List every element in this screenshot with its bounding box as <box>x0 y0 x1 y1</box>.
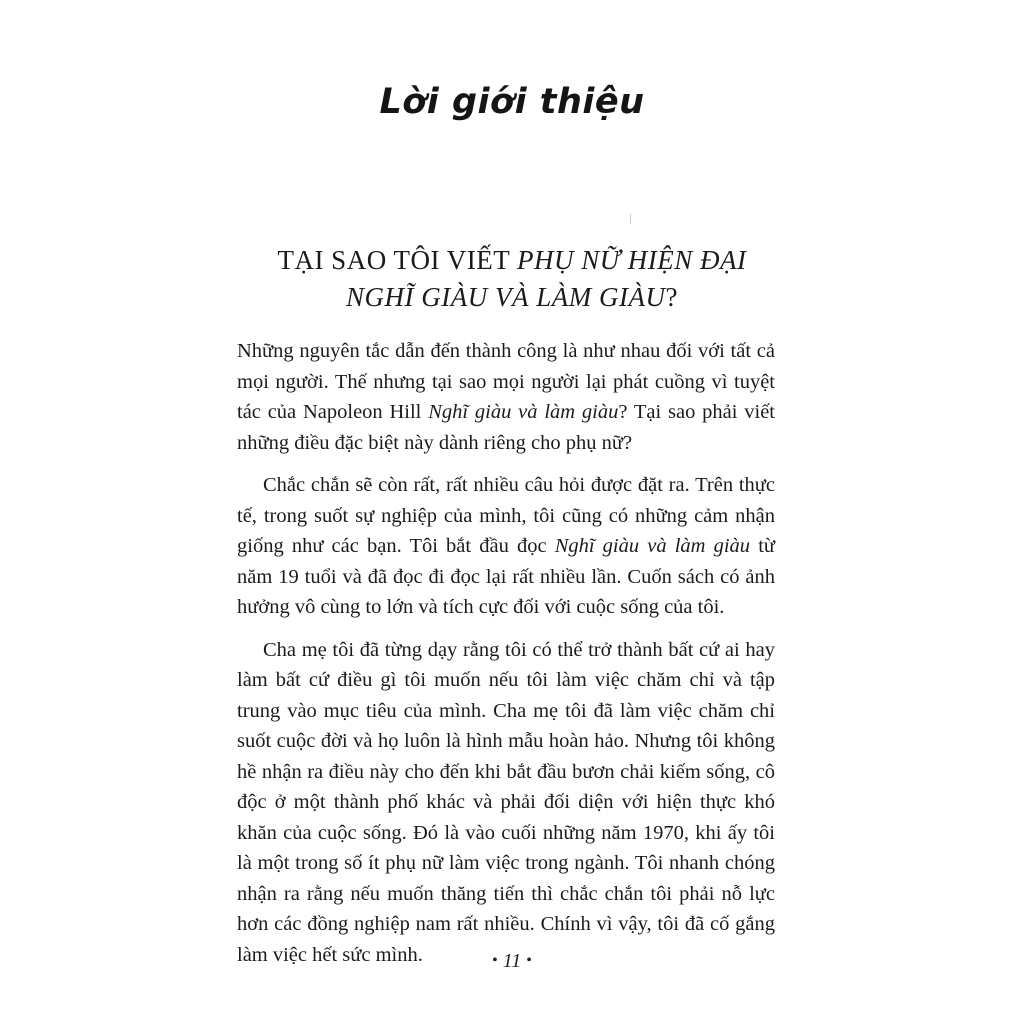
paragraph-1 <box>237 336 775 458</box>
heading-plain-text: TẠI SAO TÔI VIẾT <box>277 245 517 275</box>
print-speck <box>630 214 631 224</box>
section-heading <box>200 242 824 316</box>
page-number-footer <box>0 950 1024 973</box>
section-heading-line-2 <box>200 279 824 316</box>
paragraph-1-text-b: ? Tại sao phải viết những điều đặc biệt này dành riêng cho phụ nữ? <box>237 401 775 454</box>
paragraph-2 <box>237 470 775 623</box>
book-title-reference: Nghĩ giàu và làm giàu <box>428 401 619 423</box>
paragraph-2-text-a: Chắc chắn sẽ còn rất, rất nhiều câu hỏi được đặt ra. Trên thực tế, trong suốt sự nghiệp của mình, tôi cũng có những cảm nhận giống như các bạn. Tôi bắt đầu đọc <box>237 474 775 557</box>
folio-dot-left: • <box>492 952 498 969</box>
body-text <box>237 336 775 982</box>
page-number: 11 <box>502 950 522 972</box>
book-title-reference: Nghĩ giàu và làm giàu <box>554 535 751 557</box>
heading-book-title-part-2: NGHĨ GIÀU VÀ LÀM GIÀU <box>346 282 666 312</box>
section-heading-line-1 <box>200 242 824 279</box>
folio-dot-right: • <box>526 952 532 969</box>
chapter-title: Lời giới thiệu <box>379 82 645 122</box>
paragraph-1-text-a: Những nguyên tắc dẫn đến thành công là như nhau đối với tất cả mọi người. Thế nhưng tại sao mọi người lại phát cuồng vì tuyệt tác của Napoleon Hill <box>237 340 775 423</box>
paragraph-3: Cha mẹ tôi đã từng dạy rằng tôi có thể trở thành bất cứ ai hay làm bất cứ điều gì tôi muốn nếu tôi làm việc chăm chỉ và tập trung vào mục tiêu của mình. Cha mẹ tôi đã làm việc chăm chỉ suốt cuộc đời và họ luôn là hình mẫu hoàn hảo. Nhưng tôi không hề nhận ra điều này cho đến khi bắt đầu bươn chải kiếm sống, cô độc ở một thành phố khác và phải đối diện với hiện thực khó khăn của cuộc sống. Đó là vào cuối những năm 1970, khi ấy tôi là một trong số ít phụ nữ làm việc trong ngành. Tôi nhanh chóng nhận ra rằng nếu muốn thăng tiến thì chắc chắn tôi phải nỗ lực hơn các đồng nghiệp nam rất nhiều. Chính vì vậy, tôi đã cố gắng làm việc hết sức mình. <box>237 638 775 966</box>
heading-question-mark: ? <box>665 282 678 312</box>
paragraph-2-text-b: từ năm 19 tuổi và đã đọc đi đọc lại rất nhiều lần. Cuốn sách có ảnh hưởng vô cùng to lớn và tích cực đối với cuộc sống của tôi. <box>237 535 775 618</box>
heading-book-title-part-1: PHỤ NỮ HIỆN ĐẠI <box>516 245 747 275</box>
